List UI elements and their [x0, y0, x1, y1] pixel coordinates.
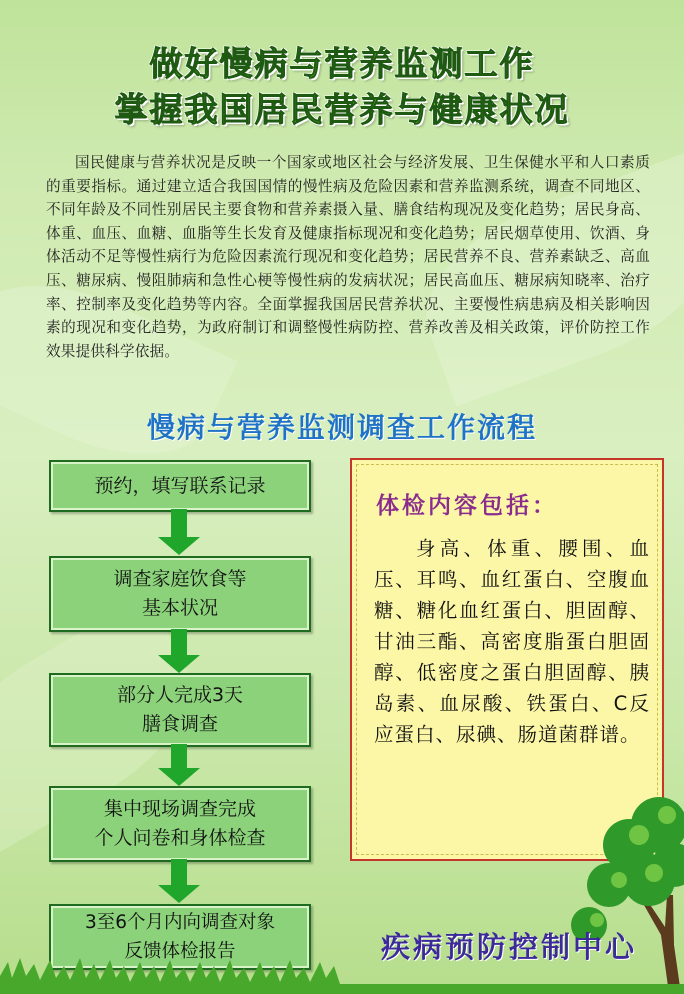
flow-step-3-line-1: 部分人完成3天 — [116, 684, 244, 706]
flow-step-3 — [49, 673, 311, 747]
flow-step-1 — [49, 460, 311, 512]
exam-title: 体检内容包括： — [376, 493, 558, 519]
down-arrow-icon — [158, 859, 200, 903]
flow-step-2-line-2: 基本状况 — [141, 597, 218, 619]
page-title-line-2: 掌握我国居民营养与健康状况 — [114, 90, 570, 129]
flow-step-2 — [49, 556, 311, 632]
down-arrow-icon — [158, 509, 200, 555]
organization-name: 疾病预防控制中心 — [380, 930, 637, 964]
flow-step-5-line-1: 3至6个月内向调查对象 — [84, 912, 276, 933]
flow-step-1-line-1: 预约，填写联系记录 — [94, 474, 266, 497]
flow-step-5-line-2: 反馈体检报告 — [124, 941, 236, 962]
flow-step-2-line-1: 调查家庭饮食等 — [113, 568, 247, 590]
exam-items: 身高、体重、腰围、血压、耳鸣、血红蛋白、空腹血糖、糖化血红蛋白、胆固醇、甘油三酯、高密度脂蛋白胆固醇、低密度之蛋白胆固醇、胰岛素、血尿酸、铁蛋白、C反应蛋白、尿碘、肠道菌群谱。 — [374, 537, 650, 746]
down-arrow-icon — [158, 629, 200, 673]
flow-step-4-line-2: 个人问卷和身体检查 — [94, 827, 266, 849]
page-title-line-1: 做好慢病与营养监测工作 — [149, 44, 535, 83]
flow-title: 慢病与营养监测调查工作流程 — [146, 411, 537, 444]
flow-step-4 — [49, 786, 311, 862]
flow-step-3-line-2: 膳食调查 — [141, 713, 218, 735]
flow-step-4-line-1: 集中现场调查完成 — [103, 798, 256, 820]
down-arrow-icon — [158, 744, 200, 786]
intro-paragraph: 国民健康与营养状况是反映一个国家或地区社会与经济发展、卫生保健水平和人口素质的重要指标。通过建立适合我国国情的慢性病及危险因素和营养监测系统，调查不同地区、不同年龄及不同性别居民主要食物和营养素摄入量、膳食结构现况及变化趋势；居民身高、体重、血压、血糖、血脂等生长发育及健康指标现况和变化趋势；居民烟草使用、饮酒、身体活动不足等慢性病行为危险因素流行现况和变化趋势；居民营养不良、营养素缺乏、高血压、糖尿病、慢阻肺病和急性心梗等慢性病的发病状况；居民高血压、糖尿病知晓率、治疗率、控制率及变化趋势等内容。全面掌握我国居民营养状况、主要慢性病患病及相关影响因素的现况和变化趋势，为政府制订和调整慢性病防控、营养改善及相关政策，评价防控工作效果提供科学依据。 — [46, 154, 650, 360]
